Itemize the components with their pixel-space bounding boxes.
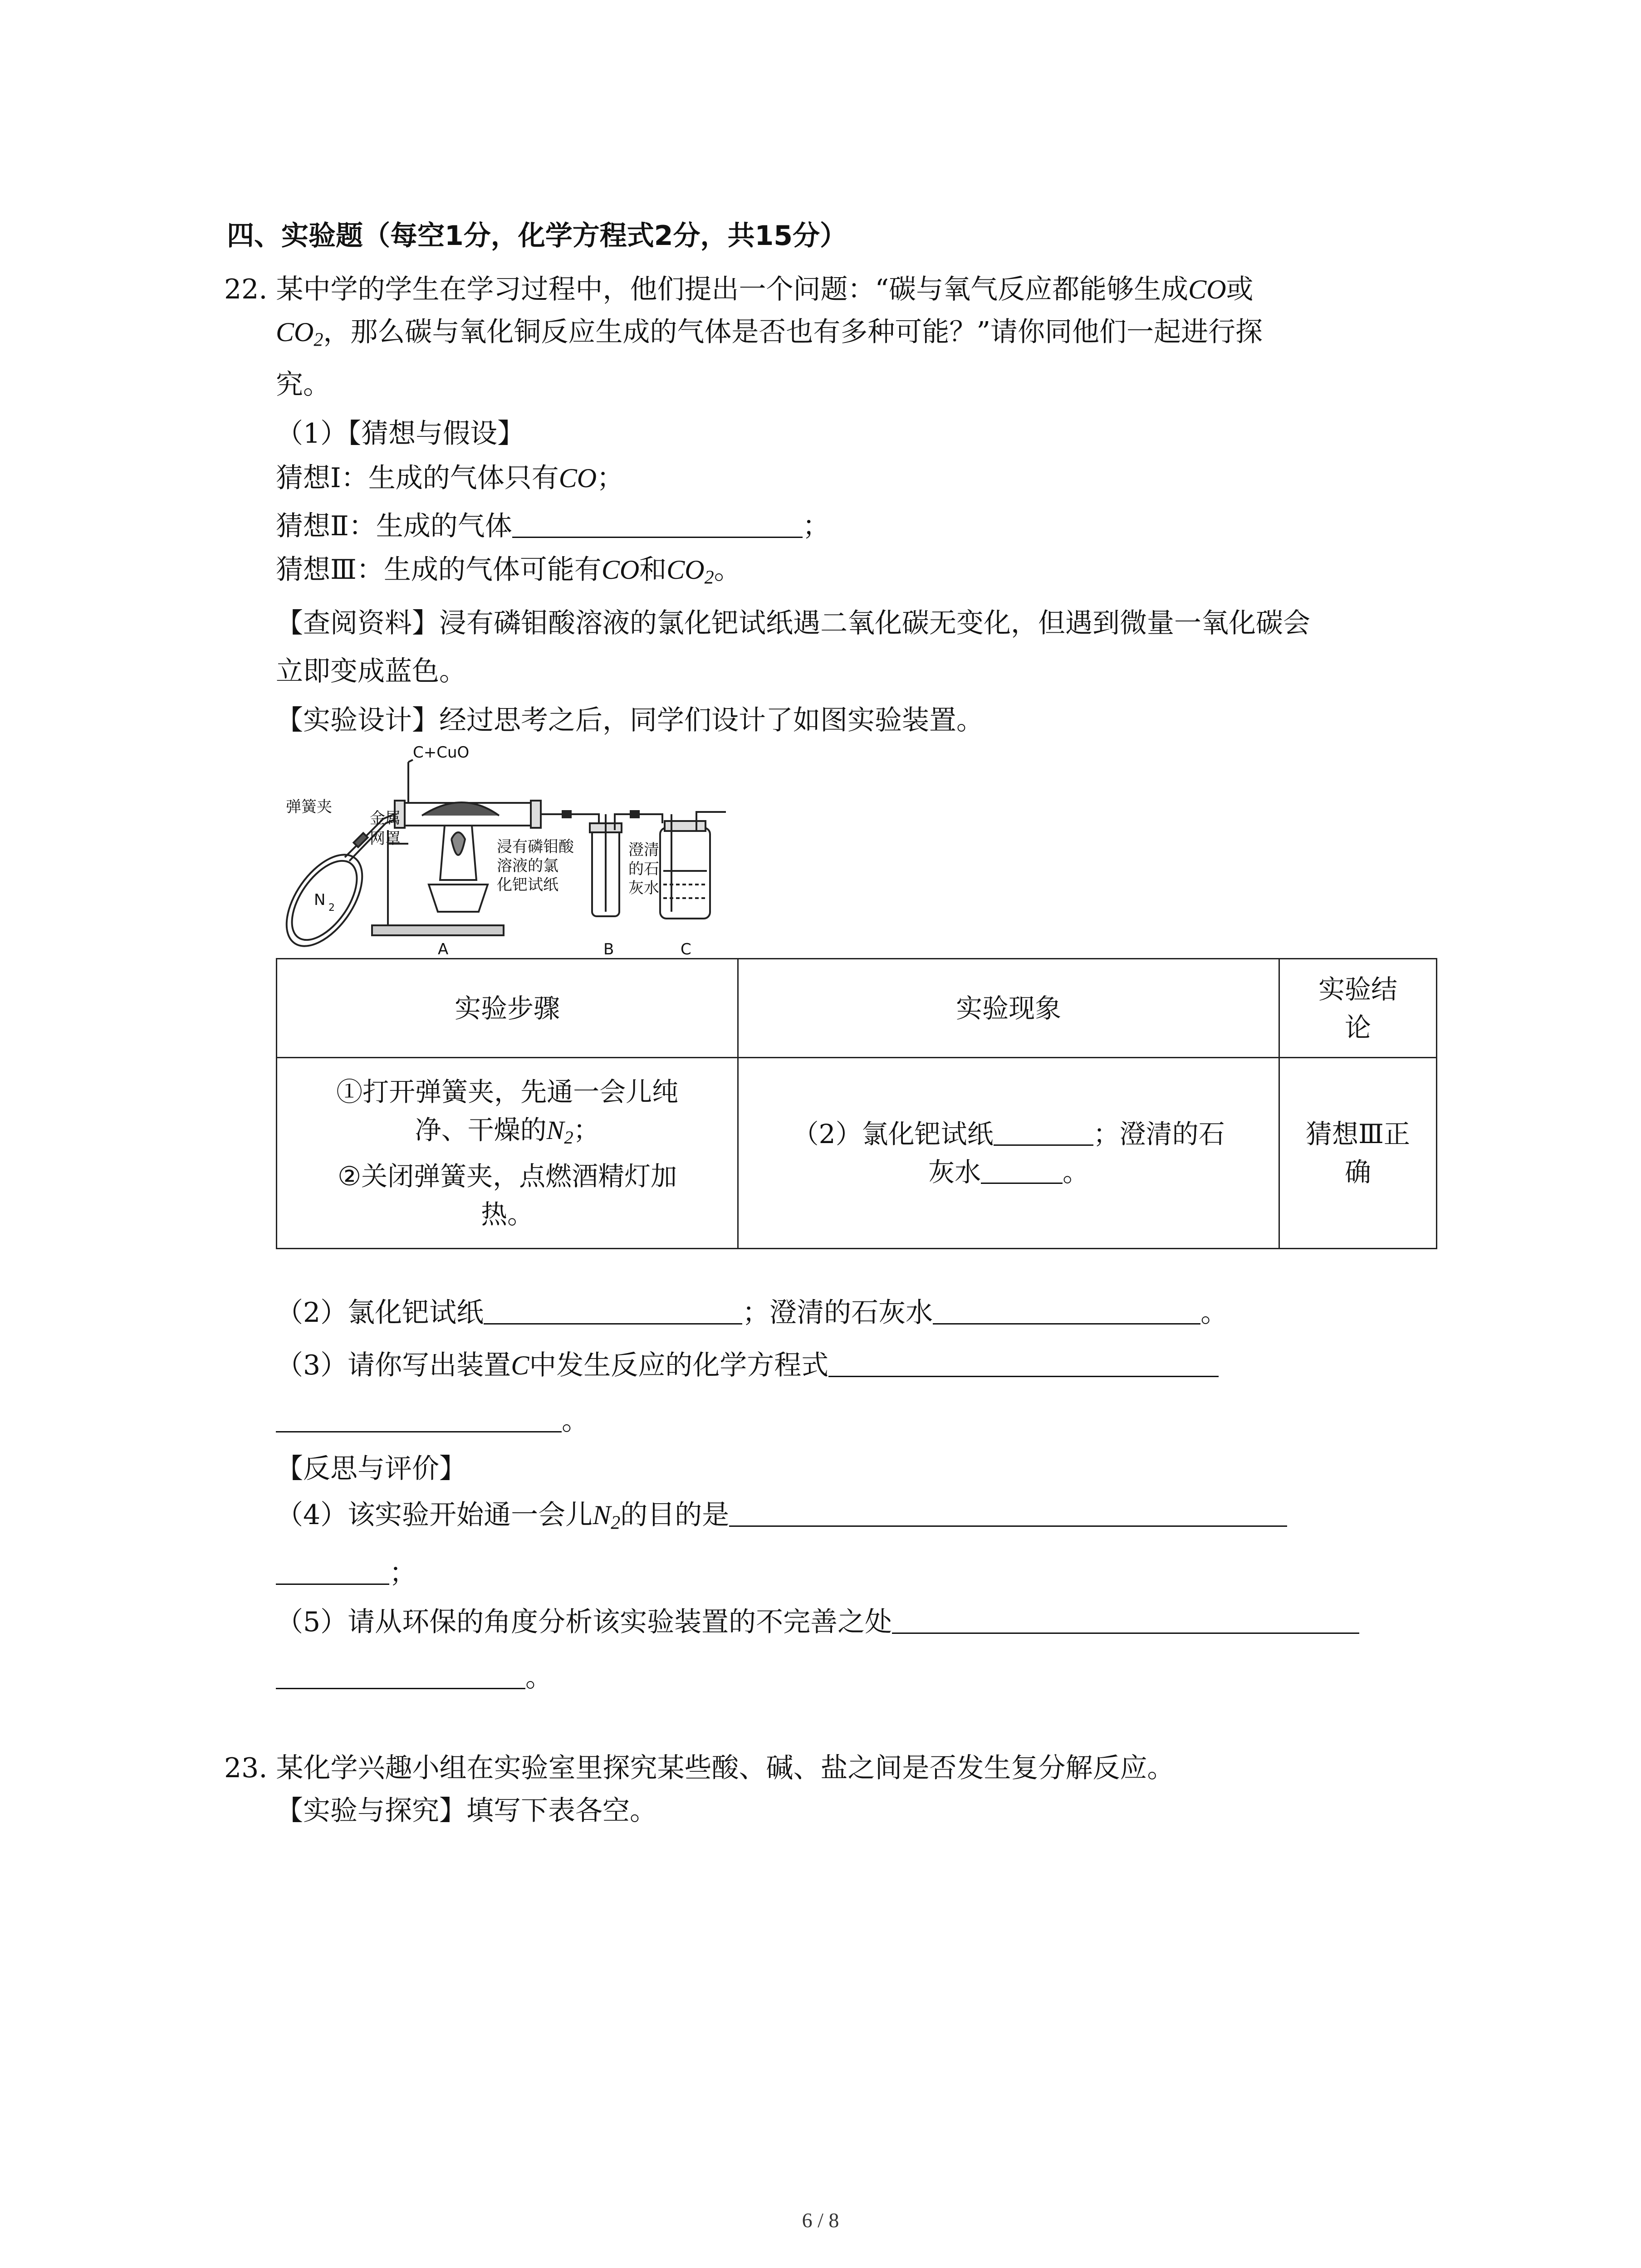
purpose-answer-blank-2[interactable] [276, 1556, 389, 1585]
label-mesh-1: 金属 [370, 809, 401, 827]
question-number: 22. [224, 274, 268, 305]
lookup-line-1: 【查阅资料】浸有磷钼酸溶液的氯化钯试纸遇二氧化碳无变化，但遇到微量一氧化碳会 [276, 607, 1310, 639]
section-heading: 四、实验题（每空1分，化学方程式2分，共15分） [227, 220, 847, 252]
label-lime-1: 澄清 [628, 841, 659, 859]
environment-answer-blank[interactable] [892, 1605, 1359, 1634]
table-limewater-blank[interactable] [981, 1155, 1063, 1184]
table-row [277, 1058, 1437, 1249]
equation-answer-blank[interactable] [828, 1349, 1219, 1377]
part-3: （3）请你写出装置C中发生反应的化学方程式 [276, 1346, 1219, 1384]
q22-intro-or: 或 [1226, 274, 1254, 305]
part-2: （2）氯化钯试纸 ；澄清的石灰水 。 [276, 1297, 1228, 1329]
guess-2-answer-blank[interactable] [512, 509, 803, 538]
label-lime-3: 灰水 [628, 879, 659, 897]
page-number: 6 / 8 [802, 2209, 839, 2232]
part1-title: （1）【猜想与假设】 [276, 418, 525, 450]
header-steps: 实验步骤 [277, 959, 738, 1058]
q22-line-2: $CO_2$，那么碳与氧化铜反应生成的气体是否也有多种可能？”请你同他们一起进行探 [276, 316, 1263, 351]
bottle-c [660, 828, 710, 919]
label-b: B [603, 940, 614, 958]
reflection-title: 【反思与评价】 [276, 1453, 466, 1485]
label-lime-2: 的石 [628, 860, 659, 878]
apparatus-figure [272, 735, 789, 958]
svg-text:2: 2 [328, 902, 335, 914]
table-header-row [277, 959, 1437, 1058]
formula-co: CO [1188, 274, 1226, 304]
label-mesh-2: 网罩 [370, 830, 401, 848]
experiment-table [276, 958, 1437, 1249]
guess-2: 猜想Ⅱ：生成的气体 ； [276, 510, 830, 542]
q23-line-1: 23. 某化学兴趣小组在实验室里探究某些酸、碱、盐之间是否发生复分解反应。 [224, 1752, 1175, 1784]
q23-line-2: 【实验与探究】填写下表各空。 [276, 1795, 657, 1827]
equation-answer-blank-2[interactable] [276, 1404, 562, 1432]
label-c: C [681, 940, 691, 958]
steps-cell: ①打开弹簧夹，先通一会儿纯 净、干燥的$N_2$； ②关闭弹簧夹，点燃酒精灯加 热。 [277, 1058, 738, 1249]
part-5-continued: 。 [276, 1658, 553, 1696]
purpose-answer-blank[interactable] [729, 1498, 1287, 1527]
label-c-cuo: C+CuO [413, 743, 470, 762]
label-paper-2: 溶液的氯 [497, 857, 558, 875]
part-3-continued: 。 [276, 1402, 589, 1440]
q22-intro-a: 某中学的学生在学习过程中，他们提出一个问题：“碳与氧气反应都能够生成 [276, 274, 1189, 305]
formula-co2: CO [276, 317, 314, 347]
part-4: （4）该实验开始通一会儿$N_2$的目的是 [276, 1496, 1287, 1542]
label-a: A [438, 940, 449, 958]
header-conclusion: 实验结 论 [1279, 959, 1436, 1058]
guess-3: 猜想Ⅲ：生成的气体可能有CO和$CO_2$。 [276, 554, 741, 588]
q22-intro-b: ，那么碳与氧化铜反应生成的气体是否也有多种可能？”请你同他们一起进行探 [323, 316, 1263, 348]
palladium-answer-blank[interactable] [484, 1296, 742, 1325]
label-paper-3: 化钯试纸 [497, 876, 558, 894]
table-palladium-blank[interactable] [994, 1117, 1093, 1146]
part-5: （5）请从环保的角度分析该实验装置的不完善之处 [276, 1603, 1359, 1641]
label-n2: N [314, 891, 326, 909]
question-number: 23. [224, 1752, 268, 1784]
q22-line-3: 究。 [276, 369, 330, 401]
design-line: 【实验设计】经过思考之后，同学们设计了如图实验装置。 [276, 704, 984, 736]
phenomena-cell: （2）氯化钯试纸 ；澄清的石 灰水 。 [738, 1058, 1279, 1249]
label-paper-1: 浸有磷钼酸 [497, 838, 574, 856]
environment-answer-blank-2[interactable] [276, 1661, 525, 1689]
conclusion-cell: 猜想Ⅲ正 确 [1279, 1058, 1436, 1249]
header-phenomena: 实验现象 [738, 959, 1279, 1058]
q22-line-1 [224, 270, 1254, 308]
limewater-answer-blank[interactable] [933, 1296, 1200, 1325]
guess-1: 猜想Ⅰ：生成的气体只有CO； [276, 462, 624, 494]
lookup-line-2: 立即变成蓝色。 [276, 655, 466, 687]
label-clamp: 弹簧夹 [286, 798, 332, 816]
part-4-continued: ； [276, 1554, 416, 1592]
